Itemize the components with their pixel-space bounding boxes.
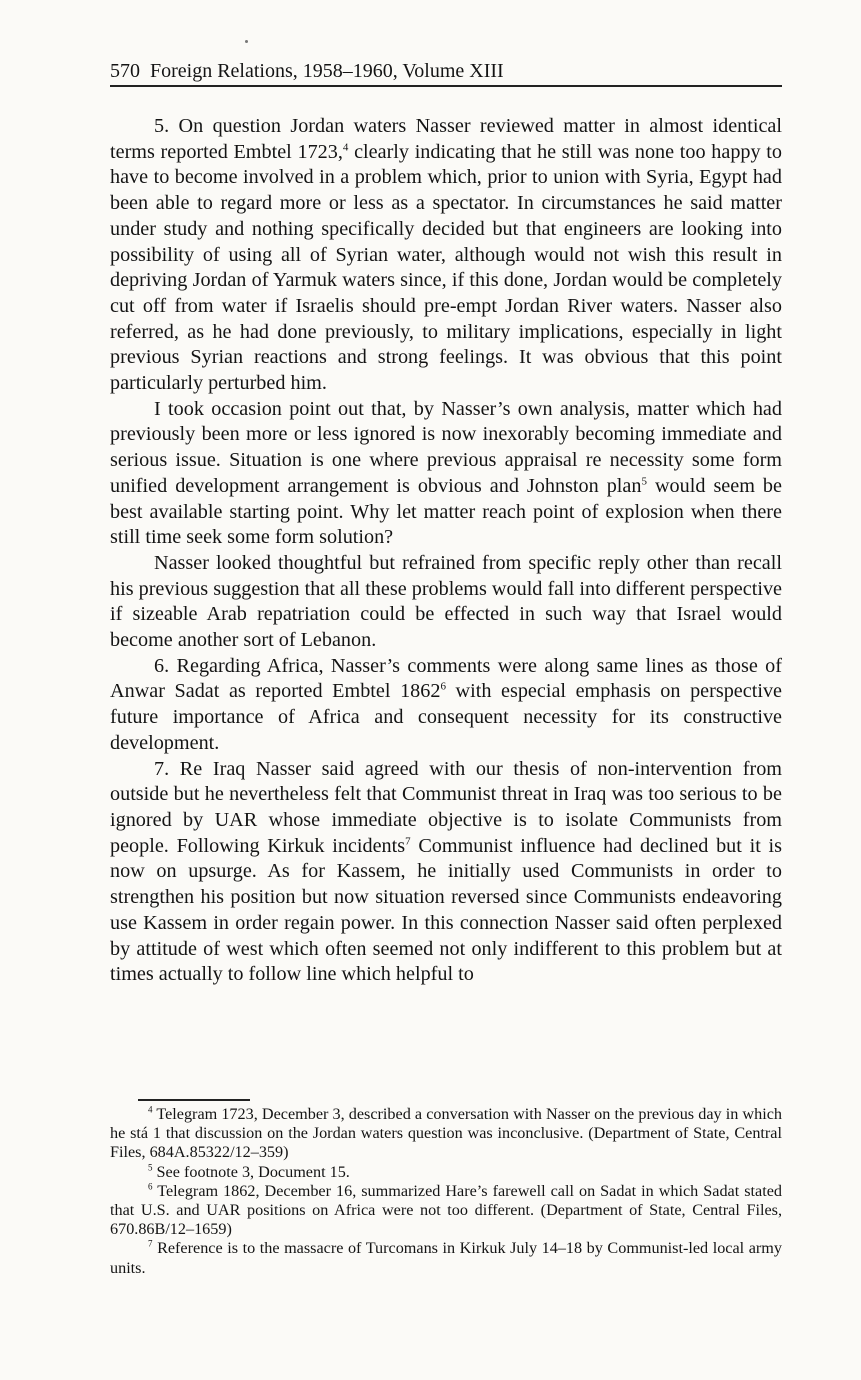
page-number: 570 [110, 60, 140, 82]
footnote-7: $^7$ Reference is to the massacre of Turcomans in Kirkuk July 14–18 by Communist-led local army units. [110, 1239, 782, 1277]
footnote-ref-6[interactable]: 6 [440, 680, 446, 693]
footnote-ref-5[interactable]: 5 [641, 475, 647, 488]
footnote-ref-7[interactable]: 7 [405, 834, 411, 847]
paragraph-6-africa: 6. Regarding Africa, Nasser’s comments were along same lines as those of Anwar Sadat as reported Embtel 1862$^6$ with especial emphasis on perspective future importance of Africa and consequent necessity for its constructive development. [110, 654, 782, 754]
footnote-6: $^6$ Telegram 1862, December 16, summarized Hare’s farewell call on Sadat in which Sadat stated that U.S. and UAR positions on Africa were not too different. (Department of State, Central Files, 670.86B/12–1659) [110, 1181, 782, 1239]
footnote-5: $^5$ See footnote 3, Document 15. [148, 1162, 350, 1181]
running-header [110, 58, 782, 84]
paragraph-nasser-reply: Nasser looked thoughtful but refrained from specific reply other than recall his previous suggestion that all these problems would fall into different perspective if sizeable Arab repatriation could be effected in such way that Israel would become another sort of Lebanon. [110, 551, 782, 652]
footnotes [110, 1105, 782, 1278]
footnote-rule [138, 1099, 250, 1101]
paragraph-5-jordan-waters: 5. On question Jordan waters Nasser reviewed matter in almost identical terms reported Embtel 1723,$^4$ clearly indicating that he still was none too happy to have to become involved in a problem which, prior to union with Syria, Egypt had been able to regard more or less as a spectator. In circumstances he said matter under study and nothing specifically decided but that engineers are looking into possibility of using all of Syrian water, although would not wish this result in depriving Jordan of Yarmuk waters since, if this done, Jordan would be completely cut off from water if Israelis should pre-empt Jordan River waters. Nasser also referred, as he had done previously, to military implications, especially in light previous Syrian reactions and strong feelings. It was obvious that this point particularly perturbed him. [110, 115, 783, 395]
footnote-4: $^4$ Telegram 1723, December 3, described a conversation with Nasser on the previous day in which he stá 1 that discussion on the Jordan waters question was inconclusive. (Department of State, Central Files, 684A.85322/12–359) [110, 1104, 782, 1162]
main-text [110, 114, 782, 988]
footnote-ref-4[interactable]: 4 [342, 140, 349, 153]
paragraph-johnston-plan: I took occasion point out that, by Nasser’s own analysis, matter which had previously been more or less ignored is now inexorably becoming immediate and serious issue. Situation is one where previous appraisal re necessity some form unified development arrangement is obvious and Johnston plan$^5$ would seem be best available starting point. Why let matter reach point of explosion when there still time seek some form solution? [110, 397, 782, 549]
header-rule [110, 85, 782, 87]
running-title: Foreign Relations, 1958–1960, Volume XIII [150, 60, 504, 82]
print-speck [245, 40, 248, 43]
paragraph-7-iraq: 7. Re Iraq Nasser said agreed with our thesis of non-intervention from outside but he nevertheless felt that Communist threat in Iraq was too serious to be ignored by UAR whose immediate objective is to isolate Communists from people. Following Kirkuk incidents$^7$ Communist influence had declined but it is now on upsurge. As for Kassem, he initially used Communists in order to strengthen his position but now situation reversed since Communists endeavoring use Kassem in order regain power. In this connection Nasser said often perplexed by attitude of west which often seemed not only indifferent to this problem but at times actually to follow line which helpful to [110, 757, 782, 986]
